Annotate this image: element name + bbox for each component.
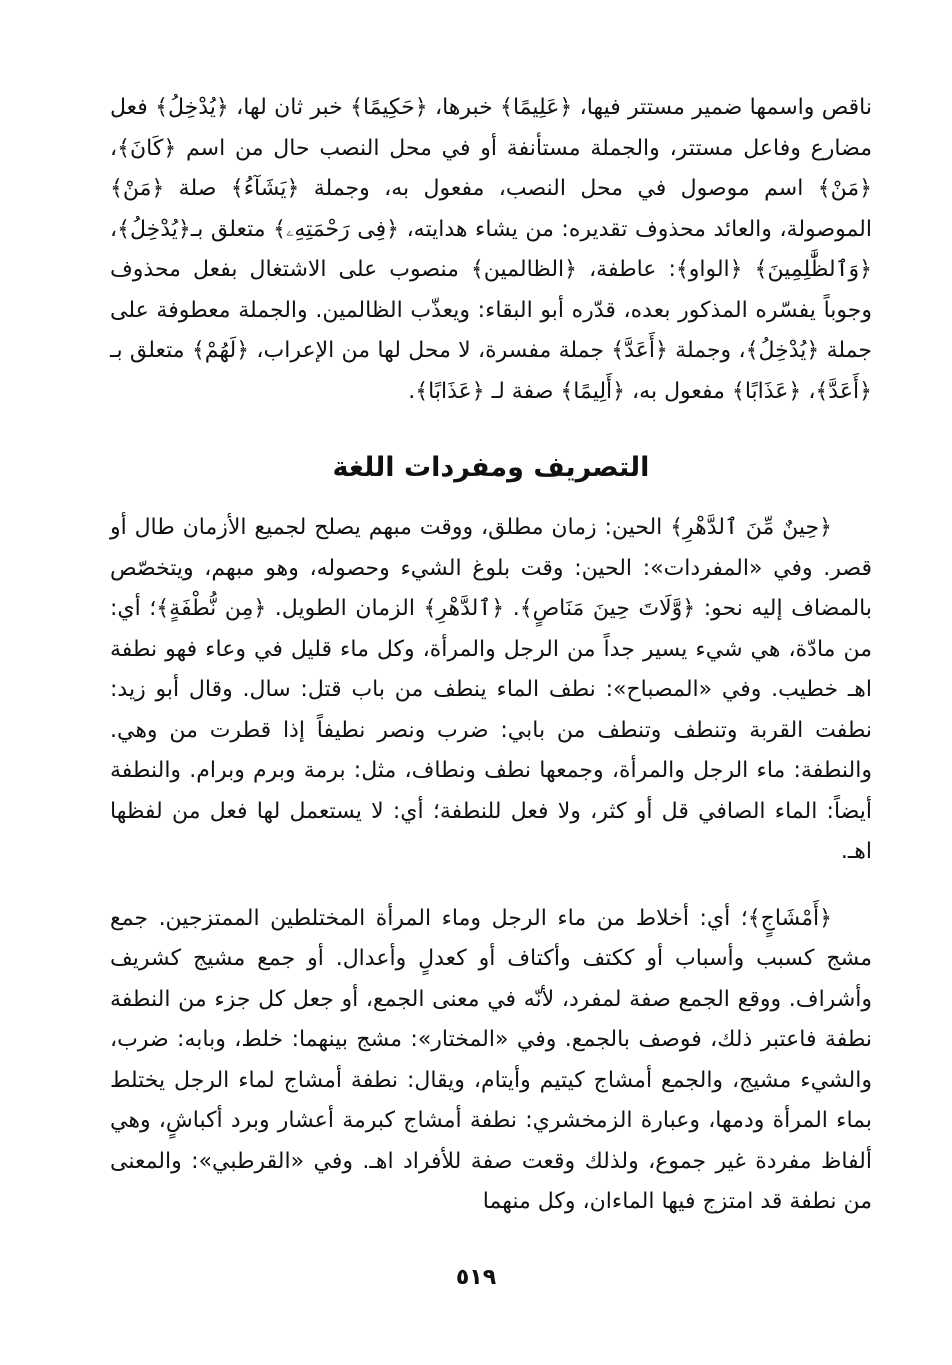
section-heading: التصريف ومفردات اللغة xyxy=(332,452,650,483)
vocabulary-paragraph-2: ﴿أَمْشَاجٍ﴾؛ أي: أخلاط من ماء الرجل وماء المرأة المختلطين الممتزجين. جمع مشج كسبب وأسباب أو ككتف وأكتاف أو كعدلٍ وأعدال. أو جمع مشيج كشريف وأشراف. ووقع الجمع صفة لمفرد، لأنّه في معنى الجمع، أو جعل كل جزء من النطفة نطفة فاعتبر ذلك، فوصف بالجمع. وفي «المختار»: مشج بينهما: خلط، وبابه: ضرب، والشيء مشيج، والجمع أمشاج كيتيم وأيتام، ويقال: نطفة أمشاج لماء الرجل يختلط بماء المرأة ودمها، وعبارة الزمخشري: نطفة أمشاج كبرمة أعشار وبرد أكباشٍ، وهي ألفاظ مفردة غير جموع، ولذلك وقعت صفة للأفراد اهـ. وفي «القرطبي»: والمعنى من نطفة قد امتزج فيها الماءان، وكل منهما xyxy=(110,905,872,1214)
vocabulary-paragraph-1: ﴿حِينٌ مِّنَ ٱلدَّهْرِ﴾ الحين: زمان مطلق، ووقت مبهم يصلح لجميع الأزمان طال أو قصر. وفي «المفردات»: الحين: وقت بلوغ الشيء وحصوله، وهو مبهم، ويتخصّص بالمضاف إليه نحو: ﴿وَّلَاتَ حِينَ مَنَاصٍ﴾. ﴿ٱلدَّهْرِ﴾ الزمان الطويل. ﴿مِن نُّطْفَةٍ﴾؛ أي: من مادّة، هي شيء يسير جداً من الرجل والمرأة، وكل ماء قليل في وعاء فهو نطفة اهـ خطيب. وفي «المصباح»: نطف الماء ينطف من باب قتل: سال. وقال أبو زيد: نطفت القربة وتنطف وتنطف من بابي: ضرب ونصر نطيفاً إذا قطرت من وهي. والنطفة: ماء الرجل والمرأة، وجمعها نطف ونطاف، مثل: برمة وبرم وبرام. والنطفة أيضاً: الماء الصافي قل أو كثر، ولا فعل للنطفة؛ أي: لا يستعمل لها فعل من لفظها اهـ. xyxy=(110,515,872,864)
grammar-paragraph: ناقص واسمها ضمير مستتر فيها، ﴿عَلِيمًا﴾ خبرها، ﴿حَكِيمًا﴾ خبر ثان لها، ﴿يُدْخِلُ﴾ فعل مضارع وفاعل مستتر، والجملة مستأنفة أو في محل النصب حال من اسم ﴿كَانَ﴾، ﴿مَنْ﴾ اسم موصول في محل النصب، مفعول به، وجملة ﴿يَشَآءُ﴾ صلة ﴿مَنْ﴾ الموصولة، والعائد محذوف تقديره: من يشاء هدايته، ﴿فِى رَحْمَتِهِۦ﴾ متعلق بـ﴿يُدْخِلُ﴾، ﴿وَٱلظَّٰلِمِينَ﴾ ﴿الواو﴾: عاطفة، ﴿الظالمين﴾ منصوب على الاشتغال بفعل محذوف وجوباً يفسّره المذكور بعده، قدّره أبو البقاء: ويعذّب الظالمين. والجملة معطوفة على جملة ﴿يُدْخِلُ﴾، وجملة ﴿أَعَدَّ﴾ جملة مفسرة، لا محل لها من الإعراب، ﴿لَهُمْ﴾ متعلق بـ ﴿أَعَدَّ﴾، ﴿عَذَابًا﴾ مفعول به، ﴿أَلِيمًا﴾ صفة لـ ﴿عَذَابًا﴾. xyxy=(110,95,872,404)
page-number: ٥١٩ xyxy=(455,1265,497,1290)
page-body xyxy=(110,88,872,1223)
paragraph-gap xyxy=(110,873,872,899)
